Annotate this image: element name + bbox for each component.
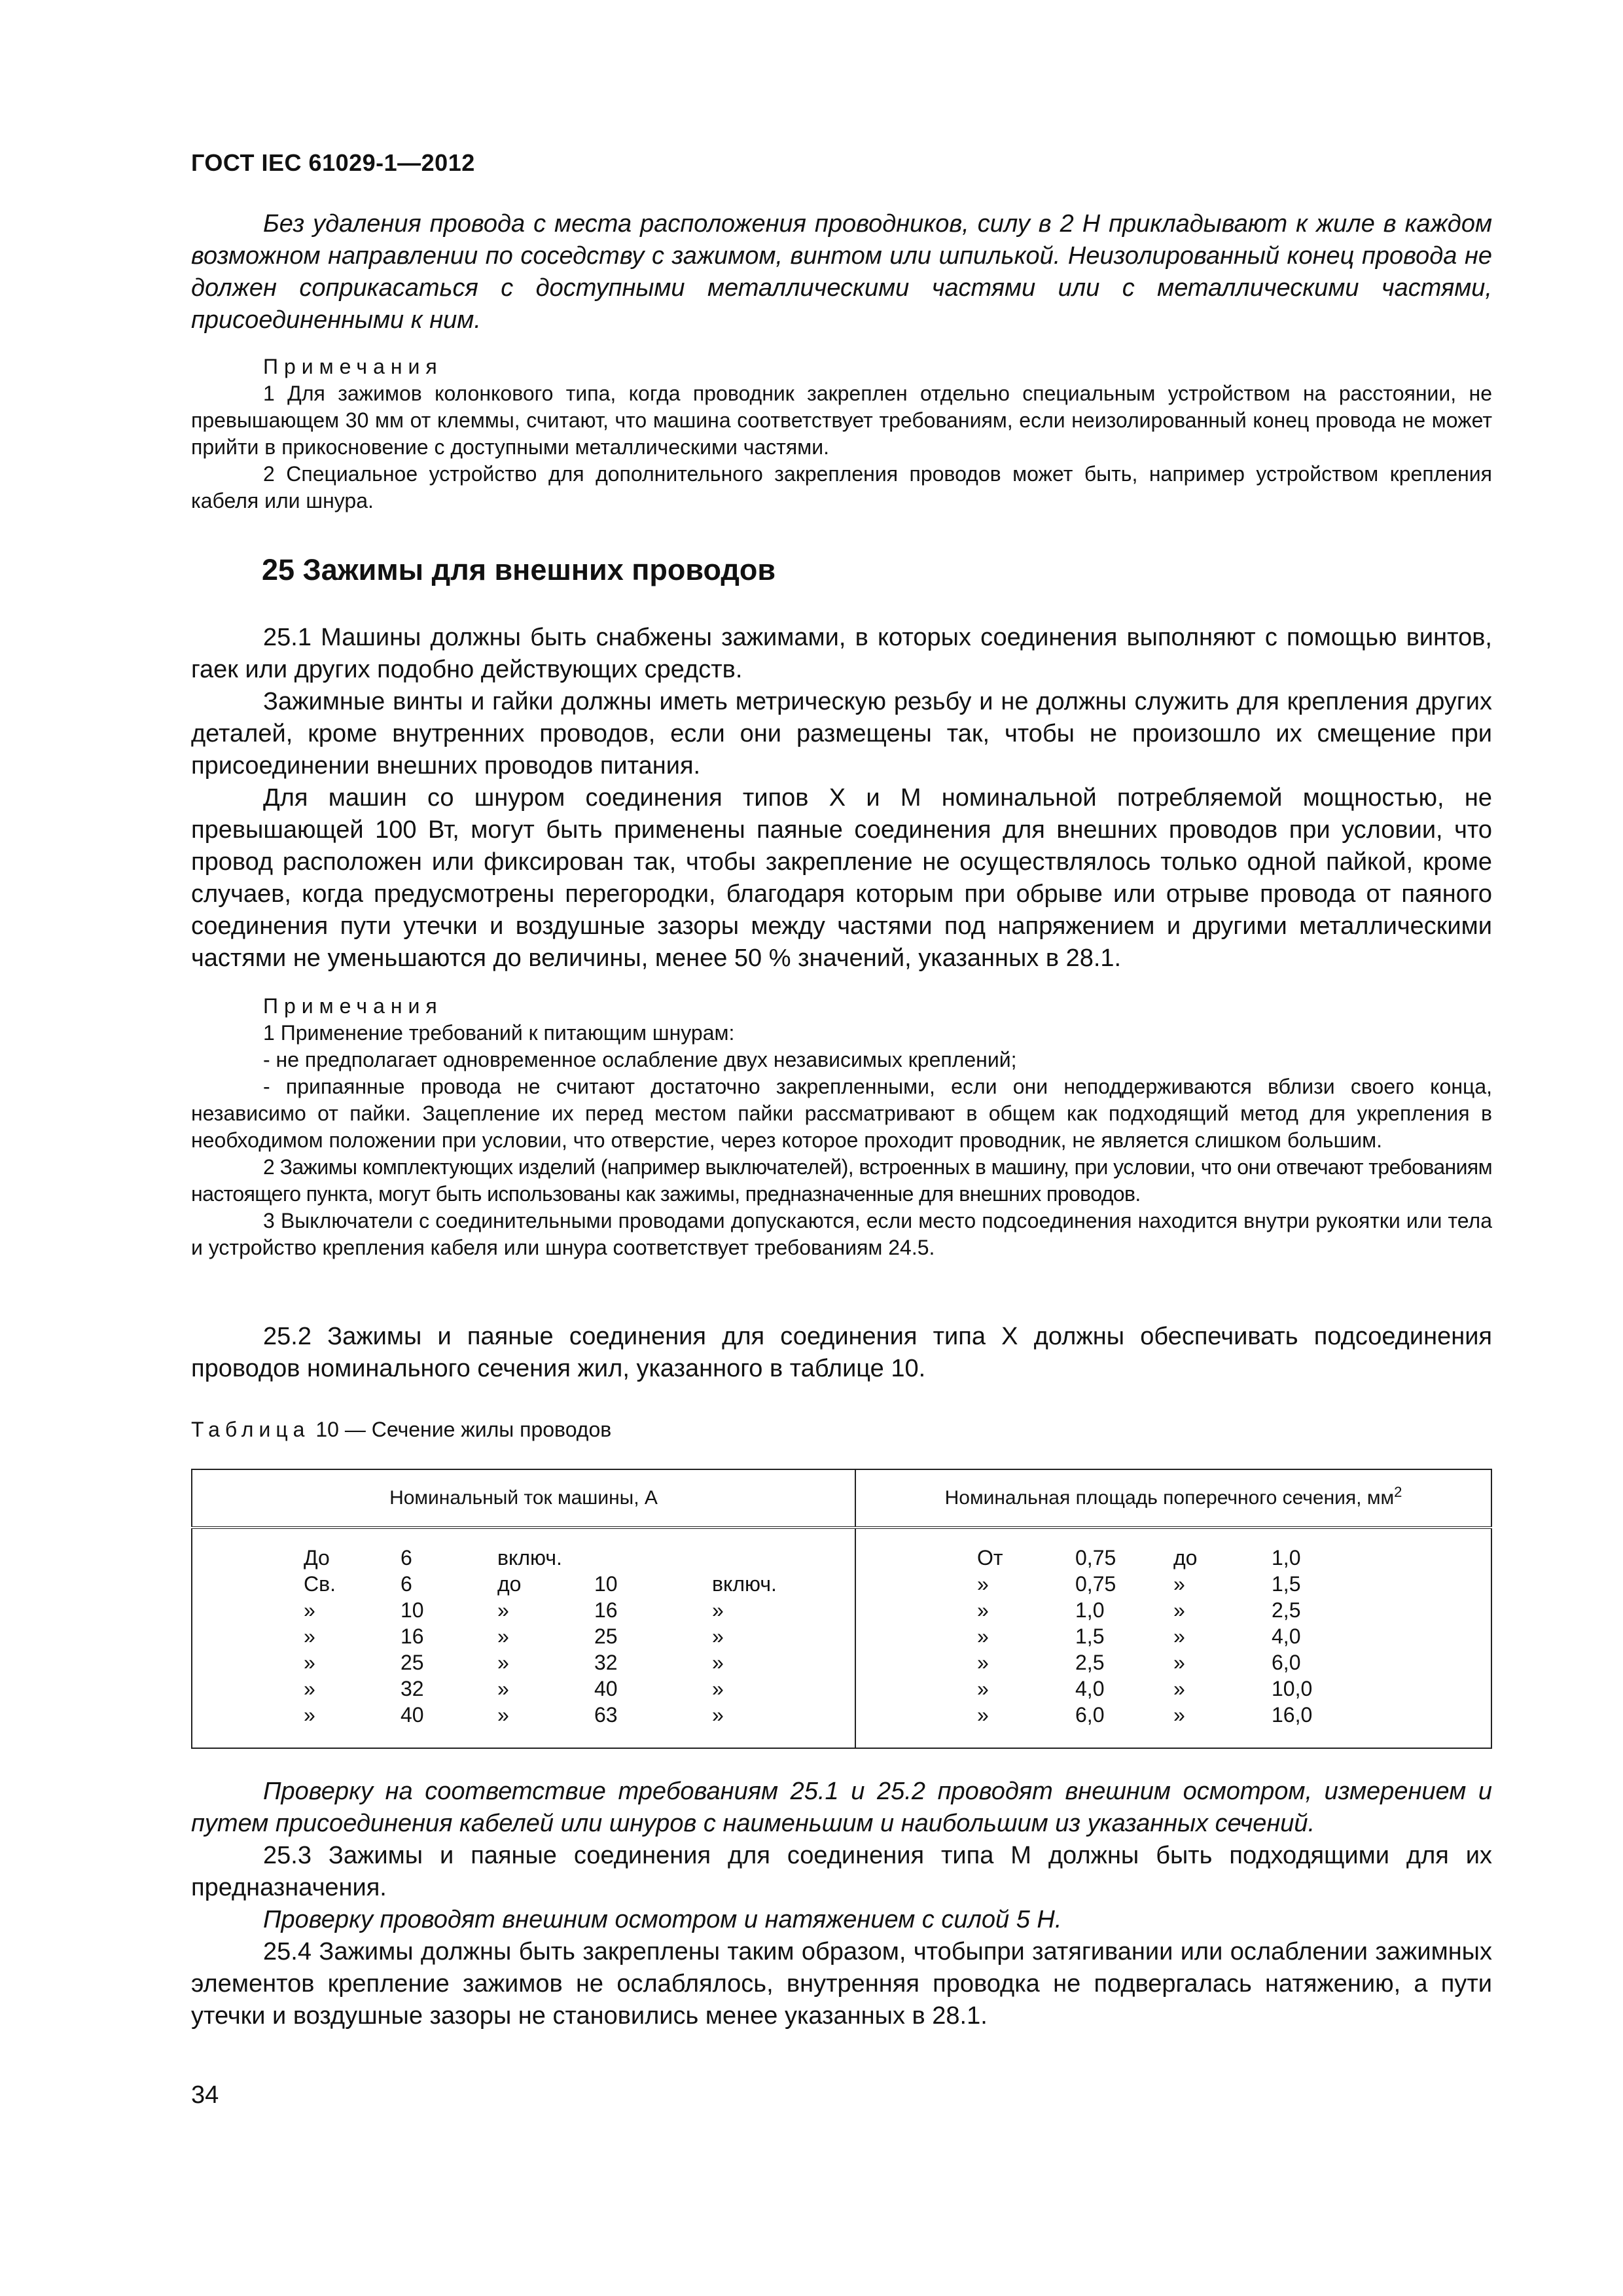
left-row: [192, 1676, 855, 1702]
note-item: 2 Специальное устройство для дополнительного закрепления проводов может быть, например устройством крепления кабеля или шнура.: [191, 462, 1492, 512]
right-cell: 4,0: [1075, 1677, 1105, 1700]
table-header-area: Номинальная площадь поперечного сечения, $мм^2$: [855, 1469, 1491, 1528]
right-cell: »: [977, 1598, 989, 1622]
left-cell: [712, 1545, 817, 1571]
right-cell: »: [977, 1703, 989, 1727]
right-cell: 1,0: [1272, 1546, 1301, 1570]
left-cell: 40: [401, 1703, 424, 1727]
table-header-current: Номинальный ток машины, А: [192, 1469, 855, 1528]
left-row: [192, 1597, 855, 1623]
paragraph-25-1: 25.1 Машины должны быть снабжены зажимами, в которых соединения выполняют с помощью винтов, гаек или других подобно действующих средств.: [191, 624, 1492, 683]
note-item: 3 Выключатели с соединительными проводами допускаются, если место подсоединения находится внутри рукоятки или тела и устройство крепления кабеля или шнура соответствует требованиям 24.5.: [191, 1209, 1492, 1259]
table-cell-area-values: [855, 1528, 1491, 1748]
document-header: ГОСТ IEC 61029-1—2012: [191, 149, 475, 176]
left-cell: »: [304, 1598, 315, 1622]
left-row: [192, 1571, 855, 1597]
paragraph-25-2-block: [191, 1321, 1492, 1385]
left-cell: »: [304, 1651, 315, 1674]
left-cell: 10: [594, 1572, 618, 1596]
table-caption-word: Таблица: [191, 1418, 310, 1441]
left-cell: 6: [401, 1572, 412, 1596]
right-cell: »: [1173, 1677, 1185, 1700]
left-cell: »: [712, 1624, 724, 1648]
left-cell: »: [497, 1651, 509, 1674]
left-row: [192, 1649, 855, 1676]
right-cell: 2,5: [1272, 1598, 1301, 1622]
left-cell: 32: [401, 1677, 424, 1700]
left-cell: 16: [401, 1624, 424, 1648]
notes-title: Примечания: [263, 355, 443, 378]
right-row: [856, 1597, 1491, 1623]
left-cell: [594, 1545, 712, 1571]
left-cell: 25: [401, 1651, 424, 1674]
left-cell: »: [304, 1703, 315, 1727]
paragraph-25-4: 25.4 Зажимы должны быть закреплены таким образом, чтобыпри затягивании или ослаблении зажимных элементов крепление зажимов не ослаблялось, внутренняя проводка не подвергалась натяжению, а пути утечки и воздушные зазоры не становились менее указанных в 28.1.: [191, 1938, 1492, 2030]
right-row: [856, 1545, 1491, 1571]
left-cell: До: [304, 1546, 330, 1570]
right-cell: »: [977, 1651, 989, 1674]
right-cell: »: [1173, 1703, 1185, 1727]
left-cell: »: [712, 1651, 724, 1674]
right-row: [856, 1702, 1491, 1728]
right-cell: »: [977, 1572, 989, 1596]
left-cell: 16: [594, 1598, 618, 1622]
intro-paragraph-block: [191, 208, 1492, 336]
closing-block: [191, 1776, 1492, 2032]
left-cell: 32: [594, 1651, 618, 1674]
left-cell: »: [304, 1677, 315, 1700]
right-cell: »: [1173, 1624, 1185, 1648]
left-cell: »: [712, 1677, 724, 1700]
current-rows: [192, 1529, 855, 1748]
paragraph-25-1c: Для машин со шнуром соединения типов X и M номинальной потребляемой мощностью, не превышающей 100 Вт, могут быть применены паяные соединения для внешних проводов при условии, что провод расположен или фиксирован так, чтобы закрепление не осуществлялось только одной пайкой, кроме случаев, когда предусмотрены перегородки, благодаря которым при обрыве или отрыве провода от паяного соединения пути утечки и воздушные зазоры между частями под напряжением и другими металлическими частями не уменьшаются до величины, менее 50 % значений, указанных в 28.1.: [191, 784, 1492, 972]
note-item: 2 Зажимы комплектующих изделий (например выключателей), встроенных в машину, при условии, что они отвечают требованиям настоящего пункта, могут быть использованы как зажимы, предназначенные для внешних проводов.: [191, 1155, 1492, 1206]
notes-title: Примечания: [263, 994, 443, 1018]
paragraph-25-1b: Зажимные винты и гайки должны иметь метрическую резьбу и не должны служить для крепления других деталей, кроме внутренних проводов, если они размещены так, чтобы не произошло их смещение при присоединении внешних проводов питания.: [191, 688, 1492, 780]
section-title: 25 Зажимы для внешних проводов: [262, 553, 776, 586]
right-row: [856, 1623, 1491, 1649]
right-cell: 6,0: [1272, 1651, 1301, 1674]
left-cell: до: [497, 1572, 522, 1596]
left-cell: 40: [594, 1677, 618, 1700]
right-cell: 0,75: [1075, 1546, 1116, 1570]
left-cell: 10: [401, 1598, 424, 1622]
left-row: [192, 1545, 855, 1571]
right-cell: 1,0: [1075, 1598, 1105, 1622]
left-cell: »: [497, 1598, 509, 1622]
right-cell: От: [977, 1546, 1003, 1570]
left-row: [192, 1623, 855, 1649]
area-rows: [856, 1529, 1491, 1748]
table-10: [191, 1469, 1492, 1749]
left-cell: 6: [401, 1546, 412, 1570]
left-cell: »: [497, 1624, 509, 1648]
right-cell: 4,0: [1272, 1624, 1301, 1648]
note-item: - не предполагает одновременное ослабление двух независимых креплений;: [263, 1048, 1017, 1071]
note-item: - припаянные провода не считают достаточно закрепленными, если они неподдерживаются вблизи своего конца, независимо от пайки. Зацепление их перед местом пайки рассматривают в общем как подходящий метод для укрепления в необходимом положении при условии, что отверстие, через которое проходит проводник, не является слишком большим.: [191, 1075, 1492, 1152]
left-cell: »: [497, 1677, 509, 1700]
section-25-body: [191, 622, 1492, 975]
left-row: [192, 1702, 855, 1728]
table-caption-text: 10 — Сечение жилы проводов: [310, 1418, 612, 1441]
notes-block-2: [191, 993, 1492, 1261]
intro-italic-paragraph: Без удаления провода с места расположения проводников, силу в 2 Н прикладывают к жиле в каждом возможном направлении по соседству с зажимом, винтом или шпилькой. Неизолированный конец провода не должен соприкасаться с доступными металлическими частями или с металлическими частями, присоединенными к ним.: [191, 210, 1492, 334]
notes-block-1: [191, 353, 1492, 514]
paragraph-25-3: 25.3 Зажимы и паяные соединения для соединения типа M должны быть подходящими для их предназначения.: [191, 1842, 1492, 1901]
right-row: [856, 1676, 1491, 1702]
table-cell-current-values: [192, 1528, 855, 1748]
right-cell: 1,5: [1272, 1572, 1301, 1596]
left-cell: »: [712, 1703, 724, 1727]
right-cell: 1,5: [1075, 1624, 1105, 1648]
right-cell: 10,0: [1272, 1677, 1313, 1700]
left-cell: Св.: [304, 1572, 336, 1596]
right-cell: 16,0: [1272, 1703, 1313, 1727]
right-cell: »: [1173, 1572, 1185, 1596]
left-cell: »: [497, 1703, 509, 1727]
note-item: 1 Для зажимов колонкового типа, когда проводник закреплен отдельно специальным устройством на расстоянии, не превышающем 30 мм от клеммы, считают, что машина соответствует требованиям, если неизолированный конец провода не может прийти в прикосновение с доступными металлическими частями.: [191, 382, 1492, 459]
left-cell: включ.: [497, 1546, 562, 1570]
right-row: [856, 1571, 1491, 1597]
right-cell: 2,5: [1075, 1651, 1105, 1674]
page-number: 34: [191, 2081, 219, 2109]
left-cell: включ.: [712, 1572, 777, 1596]
right-row: [856, 1649, 1491, 1676]
left-cell: 63: [594, 1703, 618, 1727]
paragraph-25-2: 25.2 Зажимы и паяные соединения для соединения типа X должны обеспечивать подсоединения проводов номинального сечения жил, указанного в таблице 10.: [191, 1323, 1492, 1382]
left-cell: »: [712, 1598, 724, 1622]
right-cell: »: [977, 1677, 989, 1700]
check-paragraph-1: Проверку на соответствие требованиям 25.1 и 25.2 проводят внешним осмотром, измерением и путем присоединения кабелей или шнуров с наименьшим и наибольшим из указанных сечений.: [191, 1778, 1492, 1837]
right-cell: »: [977, 1624, 989, 1648]
left-cell: »: [304, 1624, 315, 1648]
right-cell: до: [1173, 1546, 1198, 1570]
right-cell: 0,75: [1075, 1572, 1116, 1596]
right-cell: »: [1173, 1651, 1185, 1674]
note-item: 1 Применение требований к питающим шнурам:: [263, 1021, 735, 1045]
left-cell: 25: [594, 1624, 618, 1648]
check-paragraph-2: Проверку проводят внешним осмотром и натяжением с силой 5 Н.: [263, 1906, 1062, 1933]
table-caption: [191, 1418, 611, 1442]
right-cell: »: [1173, 1598, 1185, 1622]
right-cell: 6,0: [1075, 1703, 1105, 1727]
